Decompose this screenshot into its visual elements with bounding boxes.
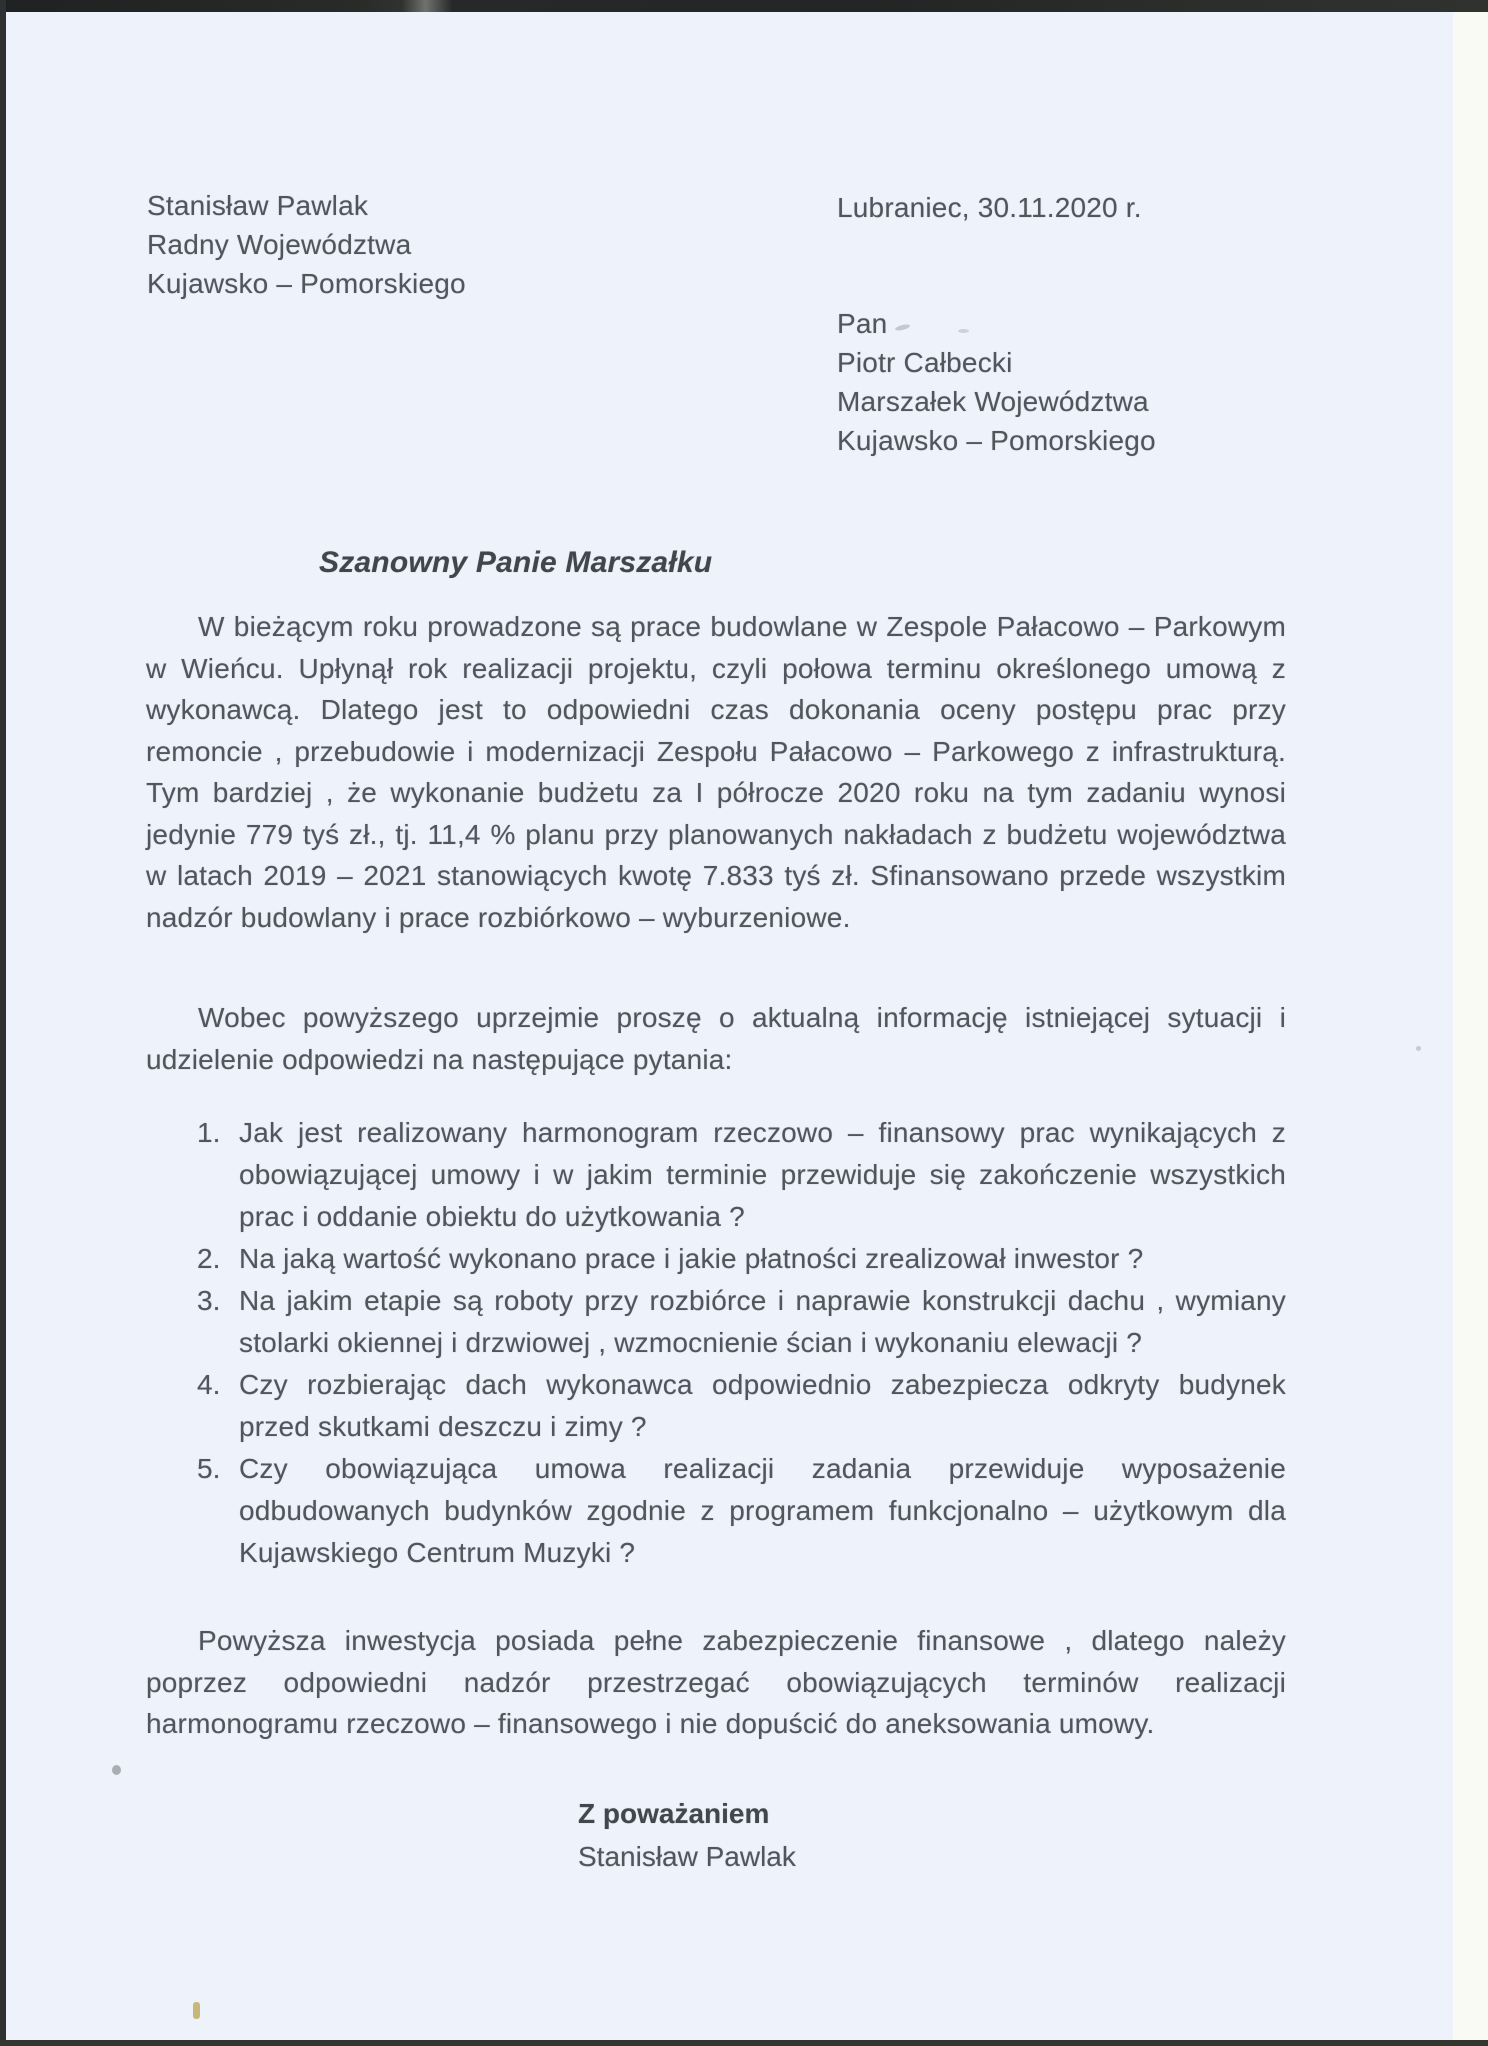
question-number: 5. bbox=[197, 1453, 221, 1484]
sender-name: Stanisław Pawlak bbox=[147, 190, 369, 221]
question-text: Na jakim etapie są roboty przy rozbiórce i naprawie konstrukcji dachu , wymiany stolarki okiennej i drzwiowej , wzmocnienie ścian i wykonaniu elewacji ? bbox=[239, 1285, 1286, 1358]
scan-edge-bottom bbox=[0, 2040, 1488, 2046]
scan-speck bbox=[1416, 1046, 1421, 1051]
signature-name: Stanisław Pawlak bbox=[578, 1841, 796, 1872]
signature-block bbox=[578, 1792, 796, 1878]
question-item bbox=[197, 1364, 1286, 1448]
scan-edge-top bbox=[0, 0, 1488, 12]
questions-list bbox=[197, 1112, 1286, 1574]
recipient-salutation: Pan bbox=[837, 308, 888, 339]
question-number: 4. bbox=[197, 1369, 221, 1400]
scan-speck bbox=[112, 1765, 121, 1775]
recipient-title-line2: Kujawsko – Pomorskiego bbox=[837, 425, 1156, 456]
question-item bbox=[197, 1280, 1286, 1364]
question-item bbox=[197, 1448, 1286, 1574]
question-text: Na jaką wartość wykonano prace i jakie płatności zrealizował inwestor ? bbox=[239, 1243, 1144, 1274]
question-text: Czy obowiązująca umowa realizacji zadania przewiduje wyposażenie odbudowanych budynków zgodnie z programem funkcjonalno – użytkowym dla Kujawskiego Centrum Muzyki ? bbox=[239, 1453, 1286, 1568]
paragraph-closing: Powyższa inwestycja posiada pełne zabezpieczenie finansowe , dlatego należy poprzez odpowiedni nadzór przestrzegać obowiązujących terminów realizacji harmonogramu rzeczowo – finansowego i nie dopuścić do aneksowania umowy. bbox=[146, 1625, 1286, 1739]
dateline: Lubraniec, 30.11.2020 r. bbox=[837, 192, 1142, 223]
question-item bbox=[197, 1238, 1286, 1280]
question-number: 3. bbox=[197, 1285, 221, 1316]
paragraph-intro: W bieżącym roku prowadzone są prace budowlane w Zespole Pałacowo – Parkowym w Wieńcu. Upłynął rok realizacji projektu, czyli połowa terminu określonego umową z wykonawcą. Dlatego jest to odpowiedni czas dokonania oceny postępu prac przy remoncie , przebudowie i modernizacji Zespołu Pałacowo – Parkowego z infrastrukturą. Tym bardziej , że wykonanie budżetu za I półrocze 2020 roku na tym zadaniu wynosi jedynie 779 tyś zł., tj. 11,4 % planu przy planowanych nakładach z budżetu województwa w latach 2019 – 2021 stanowiących kwotę 7.833 tyś zł. Sfinansowano przede wszystkim nadzór budowlany i prace rozbiórkowo – wyburzeniowe. bbox=[146, 611, 1286, 933]
scan-speck bbox=[958, 329, 969, 333]
sender-block bbox=[147, 186, 466, 303]
question-text: Jak jest realizowany harmonogram rzeczowo – finansowy prac wynikających z obowiązującej umowy i w jakim terminie przewiduje się zakończenie wszystkich prac i oddanie obiektu do użytkowania ? bbox=[239, 1117, 1286, 1232]
scan-edge-left bbox=[0, 0, 6, 2046]
question-number: 1. bbox=[197, 1117, 221, 1148]
question-item bbox=[197, 1112, 1286, 1238]
signature-closing: Z poważaniem bbox=[578, 1798, 770, 1829]
greeting: Szanowny Panie Marszałku bbox=[319, 546, 713, 579]
question-text: Czy rozbierając dach wykonawca odpowiednio zabezpiecza odkryty budynek przed skutkami deszczu i zimy ? bbox=[239, 1369, 1286, 1442]
sender-title-line2: Kujawsko – Pomorskiego bbox=[147, 268, 466, 299]
recipient-title-line1: Marszałek Województwa bbox=[837, 386, 1149, 417]
question-number: 2. bbox=[197, 1243, 221, 1274]
sender-title-line1: Radny Województwa bbox=[147, 229, 412, 260]
scan-edge-right bbox=[1453, 12, 1488, 2040]
paragraph-request: Wobec powyższego uprzejmie proszę o aktualną informację istniejącej sytuacji i udzielenie odpowiedzi na następujące pytania: bbox=[146, 1002, 1286, 1075]
scan-speck bbox=[193, 2002, 200, 2019]
recipient-block bbox=[837, 304, 1156, 460]
recipient-name: Piotr Całbecki bbox=[837, 347, 1013, 378]
